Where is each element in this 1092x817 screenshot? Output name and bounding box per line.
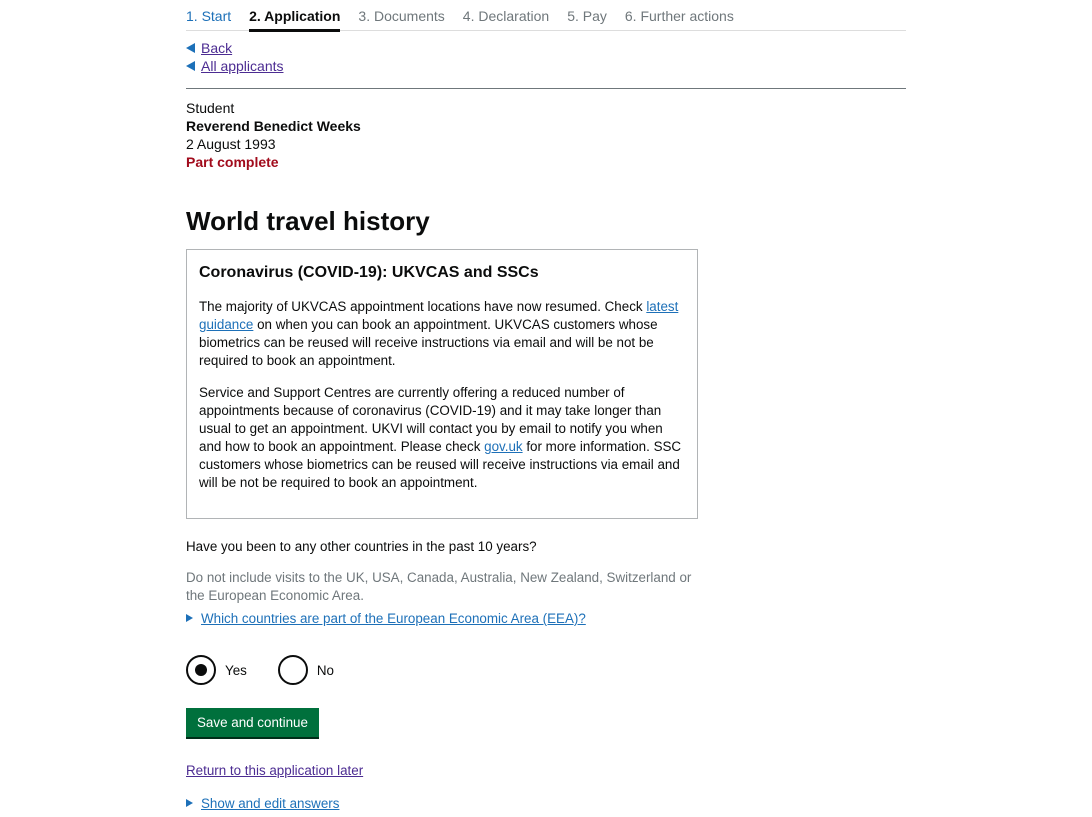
notice-title: Coronavirus (COVID-19): UKVCAS and SSCs [199, 264, 539, 281]
page-container [186, 0, 906, 813]
applicant-status: Part complete [186, 154, 279, 170]
eea-details-label: Which countries are part of the European Economic Area (EEA)? [201, 611, 586, 626]
step-pay: 5. Pay [567, 8, 607, 24]
notice-paragraph-1 [199, 298, 685, 370]
applicant-name: Reverend Benedict Weeks [186, 118, 361, 134]
triangle-right-icon [186, 614, 193, 622]
notice-paragraph-2 [199, 384, 685, 492]
back-links [186, 31, 906, 89]
notice-text: on when you can book an appointment. UKVCAS customers whose biometrics can be reused will receive instructions via email and will be not be required to book an appointment. [199, 317, 658, 368]
notice-text: The majority of UKVCAS appointment locations have now resumed. Check [199, 299, 647, 314]
show-edit-answers-toggle[interactable] [186, 795, 906, 813]
show-edit-answers-label: Show and edit answers [201, 796, 340, 811]
gov-uk-link[interactable]: gov.uk [484, 439, 523, 454]
progress-steps [186, 0, 906, 31]
applicant-type: Student [186, 100, 235, 116]
notice-text: for more information. SSC customers whose biometrics can be reused will receive instructions via email and will be not be required to book an appointment. [199, 439, 682, 490]
back-arrow-icon [186, 43, 195, 53]
eea-details-toggle[interactable] [186, 610, 906, 628]
applicant-dob: 2 August 1993 [186, 136, 276, 152]
step-further-actions: 6. Further actions [624, 8, 734, 24]
triangle-right-icon [186, 799, 193, 807]
question-hint: Do not include visits to the UK, USA, Canada, Australia, New Zealand, Switzerland or the European Economic Area. [186, 570, 692, 603]
return-later-link[interactable]: Return to this application later [186, 763, 364, 778]
latest-guidance-link[interactable]: latest guidance [199, 299, 679, 332]
radio-yes-circle[interactable] [186, 655, 216, 685]
radio-no[interactable] [278, 655, 334, 685]
radio-yes-label[interactable]: Yes [225, 662, 247, 678]
notice-text: Service and Support Centres are currently offering a reduced number of appointments because of coronavirus (COVID-19) and it may take longer than usual to get an appointment. UKVI will contact you by email to notify you when and how to book an appointment. Please check [199, 385, 663, 454]
applicant-summary [186, 89, 906, 171]
radio-no-circle[interactable] [278, 655, 308, 685]
page-title: World travel history [186, 206, 430, 236]
radio-no-label[interactable]: No [316, 662, 334, 678]
step-declaration: 4. Declaration [462, 8, 550, 24]
step-start[interactable]: 1. Start [186, 8, 232, 24]
all-applicants-link[interactable] [186, 57, 906, 75]
back-arrow-icon [186, 61, 195, 71]
step-documents: 3. Documents [358, 8, 445, 24]
covid-notice-box [186, 249, 698, 519]
save-and-continue-button[interactable]: Save and continue [186, 708, 319, 737]
radio-group [186, 655, 906, 685]
step-application: 2. Application [249, 0, 340, 32]
back-link-label: Back [201, 40, 233, 56]
all-applicants-label: All applicants [201, 58, 284, 74]
back-link[interactable] [186, 39, 906, 57]
question-label: Have you been to any other countries in the past 10 years? [186, 539, 537, 554]
radio-yes[interactable] [186, 655, 247, 685]
